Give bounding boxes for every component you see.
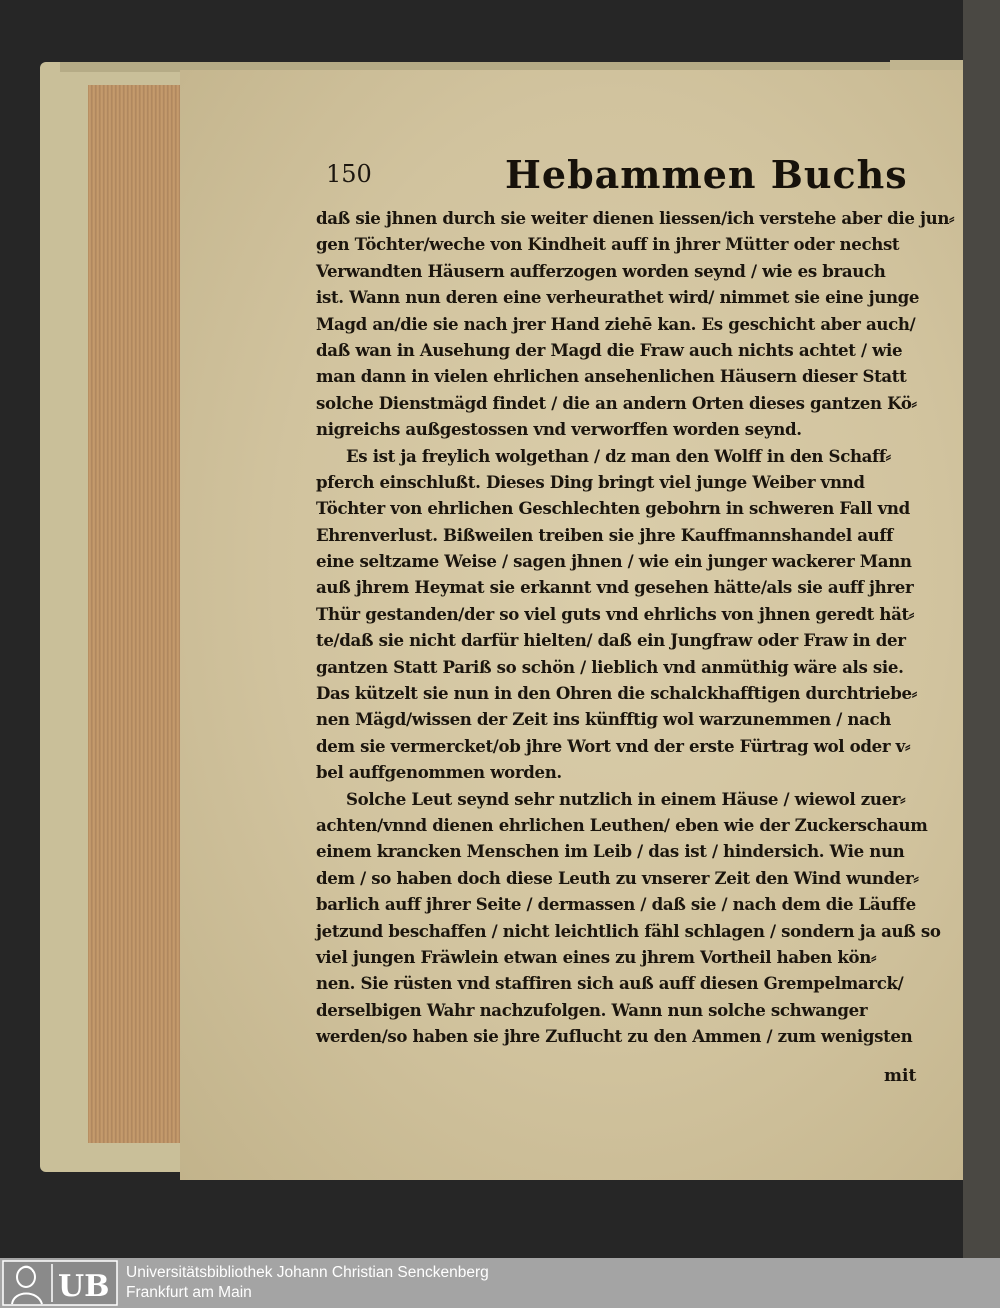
institution-name: Universitätsbibliothek Johann Christian Senckenberg	[126, 1264, 489, 1281]
text-line: Ehrenverlust. Bißweilen treiben sie jhre Kauffmannshandel auff	[316, 524, 893, 545]
text-line: nen. Sie rüsten vnd staffiren sich auß auff diesen Grempelmarck/	[316, 973, 904, 994]
page-edges	[88, 85, 185, 1143]
text-line: achten/vnnd dienen ehrlichen Leuthen/ eben wie der Zuckerschaum	[316, 814, 928, 835]
text-line: pferch einschlußt. Dieses Ding bringt viel junge Weiber vnnd	[316, 471, 865, 492]
ub-logo[interactable]	[2, 1260, 118, 1306]
text-line: nen Mägd/wissen der Zeit ins künfftig wol warzunemmen / nach	[316, 709, 892, 730]
text-line: nigreichs außgestossen vnd verworffen worden seynd.	[316, 419, 802, 440]
body-text	[316, 205, 955, 1050]
text-line: gen Töchter/weche von Kindheit auff in jhrer Mütter oder nechst	[316, 234, 900, 255]
text-line: jetzund beschaffen / nicht leichtlich fähl schlagen / sondern ja auß so	[316, 920, 941, 941]
text-line: viel jungen Fräwlein etwan eines zu jhrem Vortheil haben kön⸗	[316, 946, 877, 967]
text-line: bel auffgenommen worden.	[316, 762, 562, 783]
catchword: mit	[884, 1066, 917, 1086]
text-line: daß wan in Ausehung der Magd die Fraw auch nichts achtet / wie	[316, 339, 903, 360]
text-line: gantzen Statt Pariß so schön / lieblich vnd anmüthig wäre als sie.	[316, 656, 904, 677]
text-line: Thür gestanden/der so viel guts vnd ehrlichs von jhnen geredt hät⸗	[316, 603, 915, 624]
logo-text: UB	[58, 1269, 110, 1304]
text-line: werden/so haben sie jhre Zuflucht zu den Ammen / zum wenigsten	[316, 1026, 913, 1047]
text-line: solche Dienstmägd findet / die an andern Orten dieses gantzen Kö⸗	[316, 392, 917, 413]
running-head: Hebammen Buchs	[505, 152, 908, 197]
text-line: einem krancken Menschen im Leib / das ist / hindersich. Wie nun	[316, 841, 905, 862]
text-line: barlich auff jhrer Seite / dermassen / daß sie / nach dem die Läuffe	[316, 894, 916, 915]
text-line: Verwandten Häusern aufferzogen worden seynd / wie es brauch	[316, 260, 886, 281]
text-line: dem sie vermercket/ob jhre Wort vnd der erste Fürtrag wol oder v⸗	[316, 735, 911, 756]
text-line: eine seltzame Weise / sagen jhnen / wie ein junger wackerer Mann	[316, 551, 912, 572]
text-line: auß jhrem Heymat sie erkannt vnd gesehen hätte/als sie auff jhrer	[316, 577, 914, 598]
text-line: Solche Leut seynd sehr nutzlich in einem Häuse / wiewol zuer⸗	[346, 788, 906, 809]
text-line: Es ist ja freylich wolgethan / dz man den Wolff in den Schaff⸗	[346, 445, 891, 466]
text-line: te/daß sie nicht darfür hielten/ daß ein Jungfraw oder Fraw in der	[316, 630, 906, 651]
text-line: Töchter von ehrlichen Geschlechten gebohrn in schweren Fall vnd	[316, 498, 910, 519]
institution-city: Frankfurt am Main	[126, 1284, 252, 1301]
text-line: man dann in vielen ehrlichen ansehenlichen Häusern dieser Statt	[316, 366, 907, 387]
text-line: ist. Wann nun deren eine verheurathet wird/ nimmet sie eine junge	[316, 287, 920, 308]
text-line: daß sie jhnen durch sie weiter dienen liessen/ich verstehe aber die jun⸗	[316, 208, 955, 228]
text-line: dem / so haben doch diese Leuth zu vnserer Zeit den Wind wunder⸗	[316, 867, 919, 888]
text-line: Magd an/die sie nach jrer Hand ziehē kan. Es geschicht aber auch/	[316, 313, 916, 334]
text-line: derselbigen Wahr nachzufolgen. Wann nun solche schwanger	[316, 999, 868, 1020]
page-number: 150	[326, 160, 372, 188]
facing-page-edge	[963, 0, 1000, 1258]
text-line: Das kützelt sie nun in den Ohren die schalckhafftigen durchtriebe⸗	[316, 683, 917, 704]
